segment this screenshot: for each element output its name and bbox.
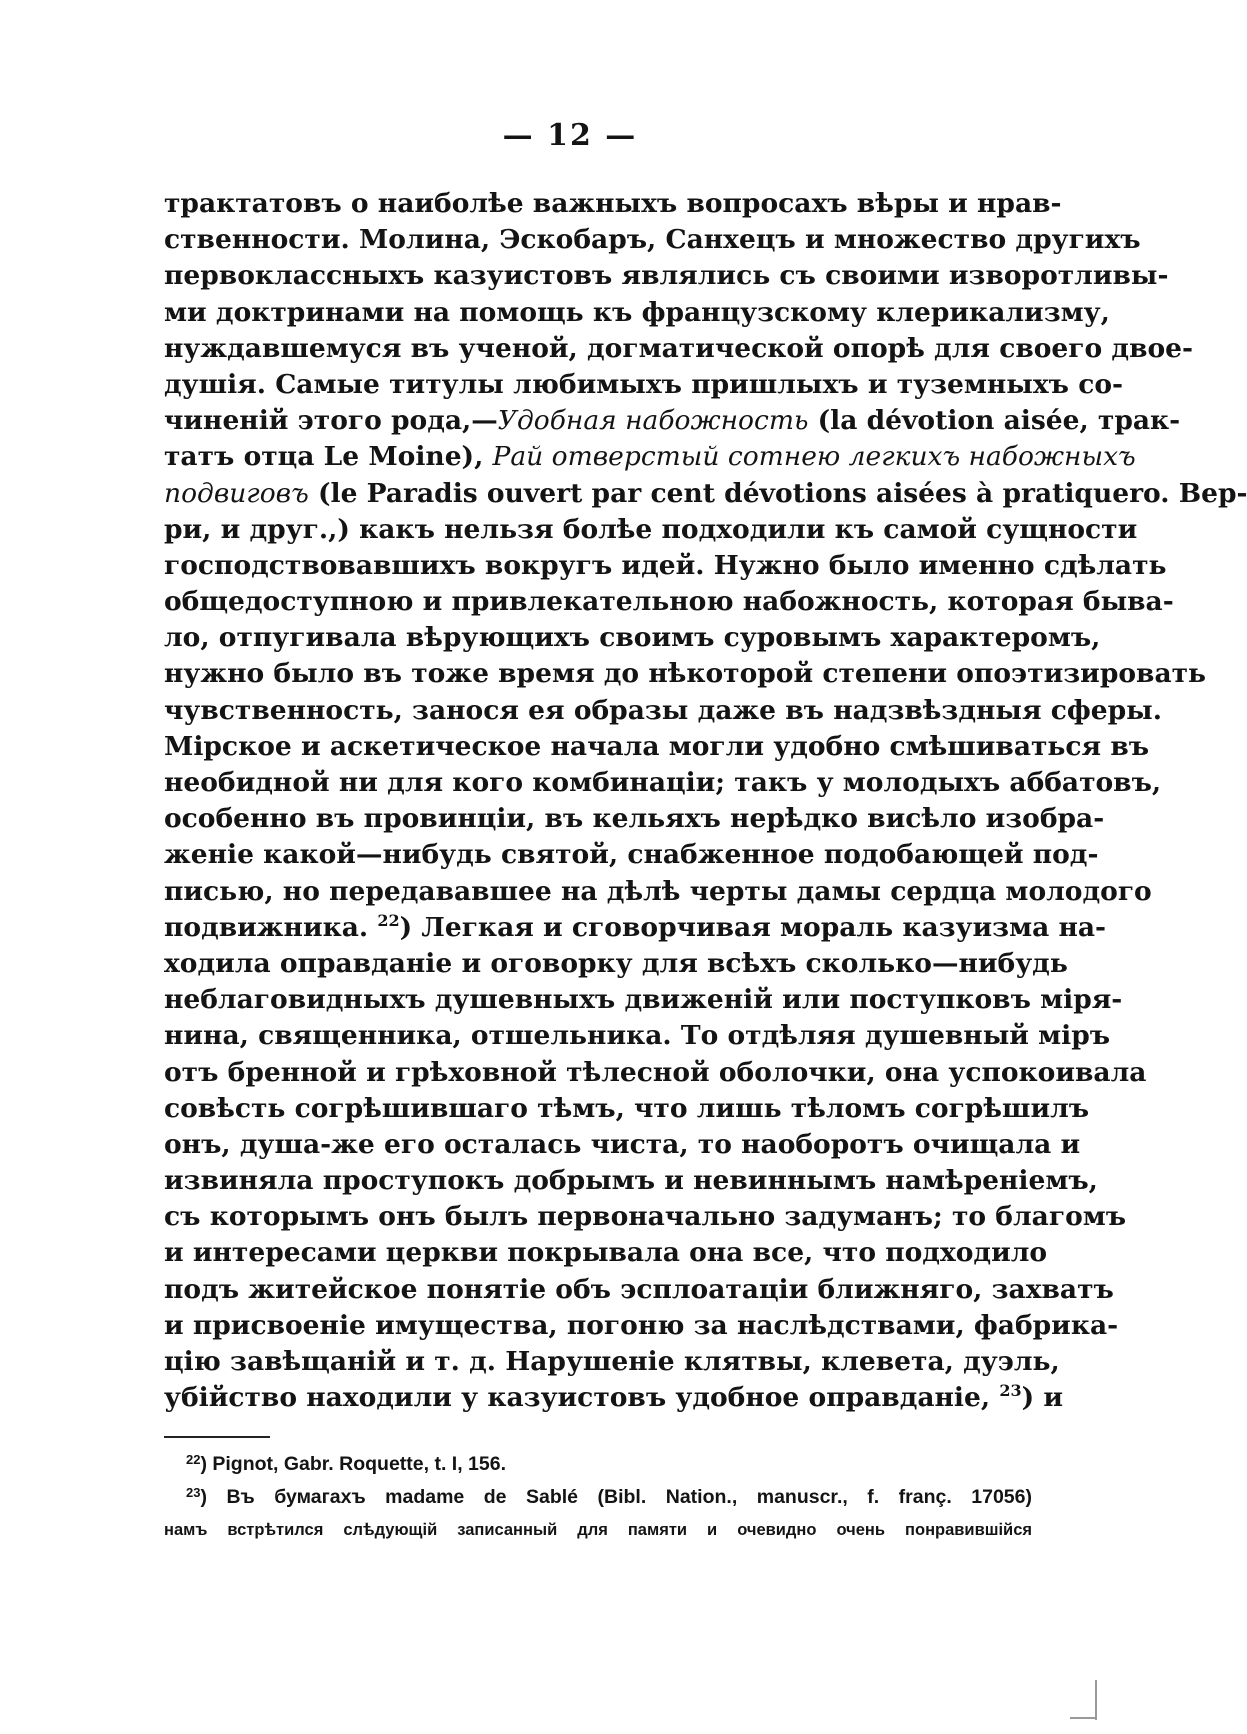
footnote-23: $^{23}$) Въ бумагахъ madame de Sablé (Bibl. Nation., manuscr., f. franç. 17056) [186, 1485, 1032, 1508]
text-line: цію завѣщаній и т. д. Нарушеніе клятвы, клевета, дуэль, [164, 1346, 1060, 1377]
text-line: ственности. Молина, Эскобаръ, Санхецъ и множество другихъ [164, 224, 1141, 256]
text-line: извиняла проступокъ добрымъ и невиннымъ намѣреніемъ, [164, 1165, 1098, 1197]
text-line: и присвоеніе имущества, погоню за наслѣдствами, фабрика- [164, 1309, 1119, 1341]
text-line: и интересами церкви покрывала она все, что подходило [164, 1237, 1048, 1269]
text-line: чувственность, занося ея образы даже въ надзвѣздныя сферы. [164, 694, 1162, 726]
footnote-divider [164, 1436, 270, 1438]
text-line: онъ, душа-же его осталась чиста, то наоборотъ очищала и [164, 1128, 1081, 1160]
text-line: нина, священника, отшельника. То отдѣляя душевный міръ [164, 1020, 1111, 1052]
text-line: отъ бренной и грѣховной тѣлесной оболочки, она успокоивала [164, 1056, 1147, 1088]
text-line: трактатовъ о наиболѣе важныхъ вопросахъ вѣры и нрав- [164, 188, 1062, 219]
text-line: ло, отпугивала вѣрующихъ своимъ суровымъ характеромъ, [164, 622, 1101, 654]
footnote-22: $^{22}$) Pignot, Gabr. Roquette, t. I, 156. [186, 1452, 507, 1475]
text-line: необидной ни для кого комбинаціи; такъ у молодыхъ аббатовъ, [164, 767, 1162, 798]
text-line: татъ отца Le Moine), Рай отверстый сотнею легкихъ набожныхъ [164, 441, 1136, 473]
footnote-23-continuation: намъ встрѣтился слѣдующій записанный для памяти и очевидно очень понравившійся [164, 1521, 1032, 1539]
text-line: съ которымъ онъ былъ первоначально задуманъ; то благомъ [164, 1201, 1127, 1233]
text-line: подвижника. $^{22}$) Легкая и сговорчивая мораль казуизма на- [164, 910, 1107, 943]
footnote-ref-23[interactable]: 23 [999, 1381, 1022, 1401]
text-line: женіе какой—нибудь святой, снабженное подобающей под- [164, 839, 1099, 871]
footnote-ref-22[interactable]: 22 [377, 910, 400, 930]
page-number: — 12 — [502, 118, 638, 153]
footnotes [164, 1448, 1032, 1547]
italic-title: подвиговъ [164, 477, 309, 509]
body-text [164, 186, 1247, 1416]
text-line: подвиговъ (le Paradis ouvert par cent dévotions aisées à pratiquero. Вер- [164, 477, 1247, 509]
text-line: общедоступною и привлекательною набожность, которая быва- [164, 586, 1174, 618]
scan-edge-mark [1095, 1680, 1097, 1720]
text-line: первоклассныхъ казуистовъ являлись съ своими изворотливы- [164, 260, 1169, 292]
text-line: нужно было въ тоже время до нѣкоторой степени опоэтизировать [164, 658, 1207, 690]
text-line: подъ житейское понятіе объ эсплоатаціи ближняго, захватъ [164, 1273, 1114, 1305]
text-line: убійство находили у казуистовъ удобное оправданіе, $^{23}$) и [164, 1381, 1063, 1414]
text-line: душія. Самые титулы любимыхъ пришлыхъ и туземныхъ со- [164, 368, 1124, 400]
text-line: нуждавшемуся въ ученой, догматической опорѣ для своего двое- [164, 332, 1194, 364]
text-line: ходила оправданіе и оговорку для всѣхъ сколько—нибудь [164, 947, 1068, 979]
text-line: ми доктринами на помощь къ французскому клерикализму, [164, 296, 1110, 328]
text-line: особенно въ провинціи, въ кельяхъ нерѣдко висѣло изобра- [164, 803, 1105, 835]
italic-title: Рай отверстый сотнею легкихъ набожныхъ [492, 441, 1136, 473]
text-line: неблаговидныхъ душевныхъ движеній или поступковъ міря- [164, 984, 1123, 1016]
scan-edge-mark [1070, 1717, 1097, 1719]
footnote-mark: 23 [186, 1485, 201, 1500]
text-line: чиненій этого рода,—Удобная набожность (la dévotion aisée, трак- [164, 405, 1181, 437]
text-line: господствовавшихъ вокругъ идей. Нужно было именно сдѣлать [164, 549, 1167, 581]
text-line: ри, и друг.,) какъ нельзя болѣе подходили къ самой сущности [164, 513, 1138, 545]
text-line: Мірское и аскетическое начала могли удобно смѣшиваться въ [164, 730, 1150, 762]
text-line: совѣсть согрѣшившаго тѣмъ, что лишь тѣломъ согрѣшилъ [164, 1092, 1090, 1124]
text-line: писью, но передававшее на дѣлѣ черты дамы сердца молодого [164, 875, 1152, 907]
footnote-mark: 22 [186, 1452, 201, 1467]
italic-title: Удобная набожность [497, 405, 809, 437]
